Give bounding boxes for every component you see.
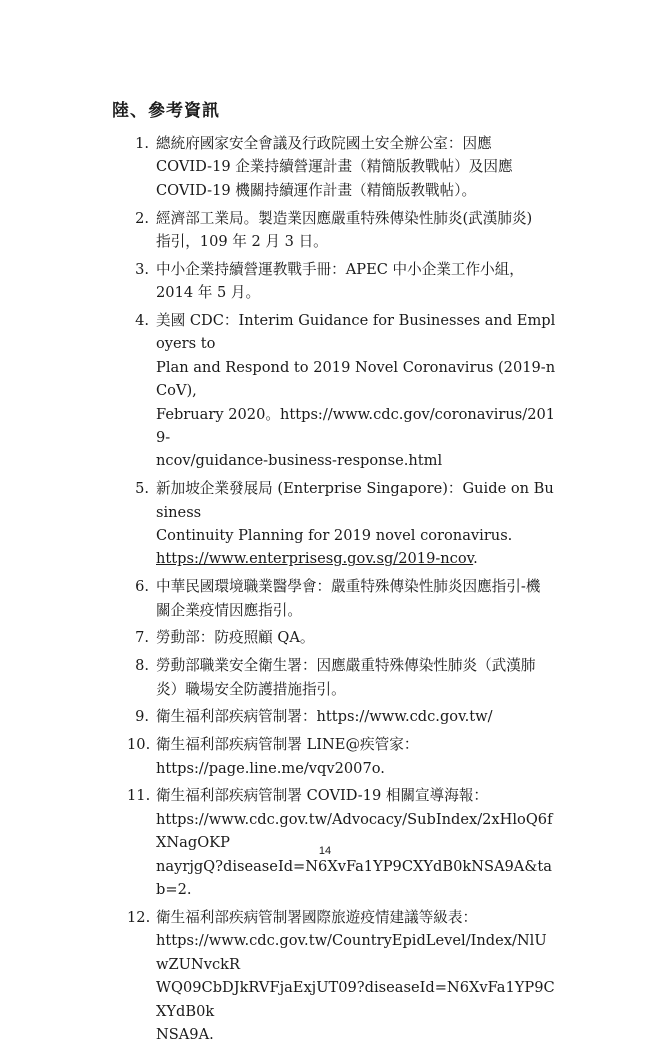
reference-text	[156, 207, 557, 254]
reference-number: 9.	[135, 708, 149, 726]
reference-text-content: 勞動部職業安全衛生署：因應嚴重特殊傳染性肺炎（武漢肺 炎）職場安全防護措施指引。	[156, 657, 536, 698]
reference-link[interactable]: https://www.enterprisesg.gov.sg/2019-ncov	[156, 550, 474, 568]
reference-text-content: 衛生福利部疾病管制署：https://www.cdc.gov.tw/	[156, 708, 493, 726]
page-number: 14	[318, 845, 332, 857]
section-heading: 陸、參考資訊	[112, 101, 220, 121]
reference-text-content: 衛生福利部疾病管制署 LINE@疾管家： https://page.line.me/vqv2007o.	[156, 736, 419, 777]
reference-number: 10.	[127, 736, 151, 754]
reference-text-content: 衛生福利部疾病管制署國際旅遊疫情建議等級表： https://www.cdc.gov.tw/CountryEpidLevel/Index/NlUwZUNvckR WQ09CbDJkRVFjaExjUT09?diseaseId=N6XvFa1YP9CXYdB0k NSA9A.	[156, 908, 555, 1043]
reference-text	[156, 132, 557, 202]
reference-text-content: 衛生福利部疾病管制署 COVID-19 相關宣導海報： https://www.cdc.gov.tw/Advocacy/SubIndex/2xHloQ6fXNagOKP nayrjgQ?diseaseId=N6XvFa1YP9CXYdB0kNSA9A&tab=2.	[156, 787, 553, 899]
reference-item	[127, 309, 557, 473]
reference-number: 7.	[135, 629, 149, 647]
reference-text	[156, 906, 557, 1046]
reference-link-suffix: .	[473, 550, 478, 568]
reference-number: 1.	[135, 135, 149, 152]
reference-item	[127, 132, 557, 202]
reference-item	[127, 906, 557, 1046]
reference-text-content: 總統府國家安全會議及行政院國土安全辦公室：因應 COVID-19 企業持續營運計畫（精簡版教戰帖）及因應 COVID-19 機關持續運作計畫（精簡版教戰帖）。	[156, 135, 513, 199]
reference-text	[156, 654, 557, 701]
reference-text-content: 勞動部：防疫照顧 QA。	[156, 629, 315, 647]
reference-text	[156, 575, 557, 622]
reference-item	[127, 654, 557, 701]
reference-number: 5.	[135, 480, 149, 498]
reference-number: 4.	[135, 312, 149, 330]
reference-number: 6.	[135, 578, 149, 596]
reference-item	[127, 705, 557, 728]
reference-text	[156, 258, 557, 305]
reference-text-content: 中華民國環境職業醫學會：嚴重特殊傳染性肺炎因應指引-機 關企業疫情因應指引。	[156, 578, 541, 619]
reference-item	[127, 258, 557, 305]
reference-list	[127, 132, 557, 1051]
reference-text	[156, 784, 557, 901]
reference-text-content: 美國 CDC：Interim Guidance for Businesses and Employers to Plan and Respond to 2019 Novel Coronavirus (2019-nCoV), February 2020。https://www.cdc.gov/coronavirus/2019- ncov/guidance-business-response.html	[156, 312, 556, 470]
reference-number: 3.	[135, 260, 149, 278]
reference-item	[127, 733, 557, 780]
reference-number: 11.	[127, 787, 151, 805]
reference-item	[127, 207, 557, 254]
reference-text-content: 中小企業持續營運教戰手冊：APEC 中小企業工作小組， 2014 年 5 月。	[156, 260, 524, 302]
reference-number: 8.	[135, 657, 149, 675]
reference-text-content: 新加坡企業發展局 (Enterprise Singapore)：Guide on Business Continuity Planning for 2019 novel coronavirus.	[156, 480, 554, 545]
reference-item	[127, 626, 557, 649]
reference-text-content: 經濟部工業局。製造業因應嚴重特殊傳染性肺炎(武漢肺炎) 指引，109 年 2 月 3 日。	[156, 209, 533, 251]
reference-item	[127, 575, 557, 622]
reference-number: 12.	[127, 908, 151, 926]
reference-text	[156, 733, 557, 780]
reference-text	[156, 477, 557, 571]
reference-number: 2.	[135, 209, 149, 227]
reference-text	[156, 309, 557, 473]
reference-text	[156, 705, 557, 728]
reference-item	[127, 477, 557, 571]
reference-item	[127, 784, 557, 901]
reference-text	[156, 626, 557, 649]
